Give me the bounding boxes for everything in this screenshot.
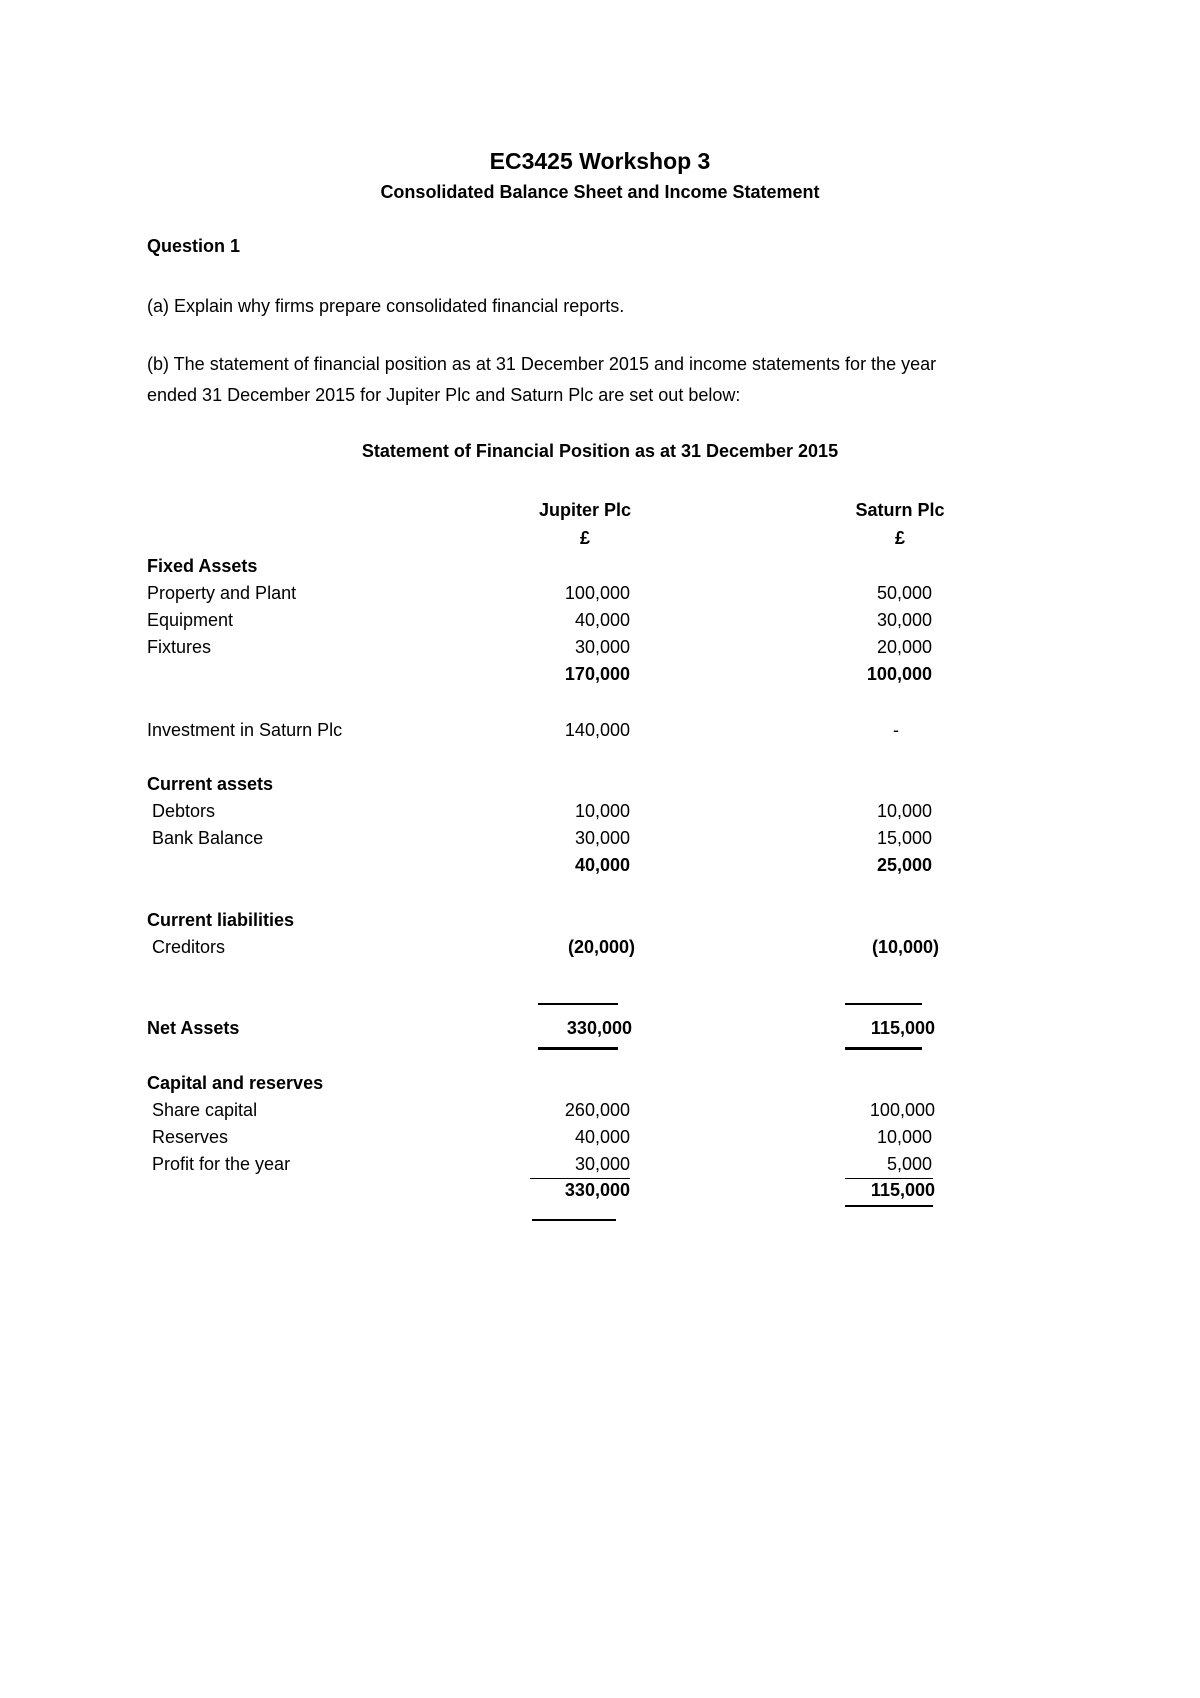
current-assets-total-saturn: 25,000 bbox=[876, 855, 932, 875]
row-label: Equipment bbox=[147, 610, 234, 630]
net-assets-underline-saturn bbox=[845, 1047, 922, 1050]
capital-total-saturn: 115,000 bbox=[870, 1180, 935, 1200]
row-value-saturn: 20,000 bbox=[876, 637, 932, 657]
row-label: Share capital bbox=[152, 1100, 258, 1120]
row-value-jupiter: 100,000 bbox=[564, 583, 630, 603]
total-underline-saturn bbox=[845, 1205, 933, 1207]
row-label: Reserves bbox=[152, 1127, 229, 1147]
row-value-jupiter: (20,000) bbox=[567, 937, 635, 957]
fixed-assets-total-jupiter: 170,000 bbox=[564, 664, 630, 684]
row-value-jupiter: 30,000 bbox=[574, 637, 630, 657]
total-rule-jupiter bbox=[530, 1178, 630, 1179]
row-value-saturn: 10,000 bbox=[876, 1127, 932, 1147]
row-value-jupiter: 40,000 bbox=[574, 610, 630, 630]
column-header-saturn: Saturn Plc bbox=[855, 500, 945, 520]
row-value-jupiter: 30,000 bbox=[574, 828, 630, 848]
row-label: Property and Plant bbox=[147, 583, 297, 603]
question-heading: Question 1 bbox=[147, 236, 241, 256]
row-value-jupiter: 10,000 bbox=[574, 801, 630, 821]
row-label: Debtors bbox=[152, 801, 216, 821]
row-label: Profit for the year bbox=[152, 1154, 291, 1174]
row-value-saturn: 10,000 bbox=[876, 801, 932, 821]
capital-reserves-heading: Capital and reserves bbox=[147, 1073, 324, 1093]
row-value-jupiter: 30,000 bbox=[574, 1154, 630, 1174]
row-value-saturn: 100,000 bbox=[869, 1100, 935, 1120]
total-rule-saturn bbox=[845, 1178, 933, 1179]
page-title: EC3425 Workshop 3 bbox=[489, 148, 711, 174]
row-value-saturn: (10,000) bbox=[871, 937, 939, 957]
net-assets-label: Net Assets bbox=[147, 1018, 240, 1038]
question-part-b-line-1: (b) The statement of financial position as at 31 December 2015 and income statements for the year bbox=[147, 354, 937, 374]
statement-title: Statement of Financial Position as at 31 December 2015 bbox=[361, 441, 839, 461]
row-label: Bank Balance bbox=[152, 828, 264, 848]
subtotal-rule-saturn bbox=[845, 1003, 922, 1005]
current-assets-heading: Current assets bbox=[147, 774, 274, 794]
row-value-saturn: 30,000 bbox=[876, 610, 932, 630]
investment-value-jupiter: 140,000 bbox=[564, 720, 630, 740]
current-liabilities-heading: Current liabilities bbox=[147, 910, 295, 930]
question-part-a: (a) Explain why firms prepare consolidated financial reports. bbox=[147, 296, 625, 316]
row-value-jupiter: 260,000 bbox=[564, 1100, 630, 1120]
fixed-assets-heading: Fixed Assets bbox=[147, 556, 258, 576]
current-assets-total-jupiter: 40,000 bbox=[574, 855, 630, 875]
total-underline-jupiter bbox=[532, 1219, 616, 1221]
row-label: Fixtures bbox=[147, 637, 212, 657]
capital-total-jupiter: 330,000 bbox=[564, 1180, 630, 1200]
page-subtitle: Consolidated Balance Sheet and Income Statement bbox=[380, 182, 820, 202]
subtotal-rule-jupiter bbox=[538, 1003, 618, 1005]
investment-value-saturn: - bbox=[893, 720, 899, 740]
row-value-saturn: 50,000 bbox=[876, 583, 932, 603]
net-assets-underline-jupiter bbox=[538, 1047, 618, 1050]
column-currency-saturn: £ bbox=[894, 528, 905, 548]
column-currency-jupiter: £ bbox=[579, 528, 590, 548]
question-part-b-line-2: ended 31 December 2015 for Jupiter Plc and Saturn Plc are set out below: bbox=[147, 385, 741, 405]
investment-label: Investment in Saturn Plc bbox=[147, 720, 343, 740]
row-value-saturn: 5,000 bbox=[886, 1154, 932, 1174]
column-header-jupiter: Jupiter Plc bbox=[538, 500, 632, 520]
row-label: Creditors bbox=[152, 937, 226, 957]
net-assets-value-jupiter: 330,000 bbox=[566, 1018, 632, 1038]
net-assets-value-saturn: 115,000 bbox=[870, 1018, 935, 1038]
row-value-jupiter: 40,000 bbox=[574, 1127, 630, 1147]
fixed-assets-total-saturn: 100,000 bbox=[866, 664, 932, 684]
row-value-saturn: 15,000 bbox=[876, 828, 932, 848]
